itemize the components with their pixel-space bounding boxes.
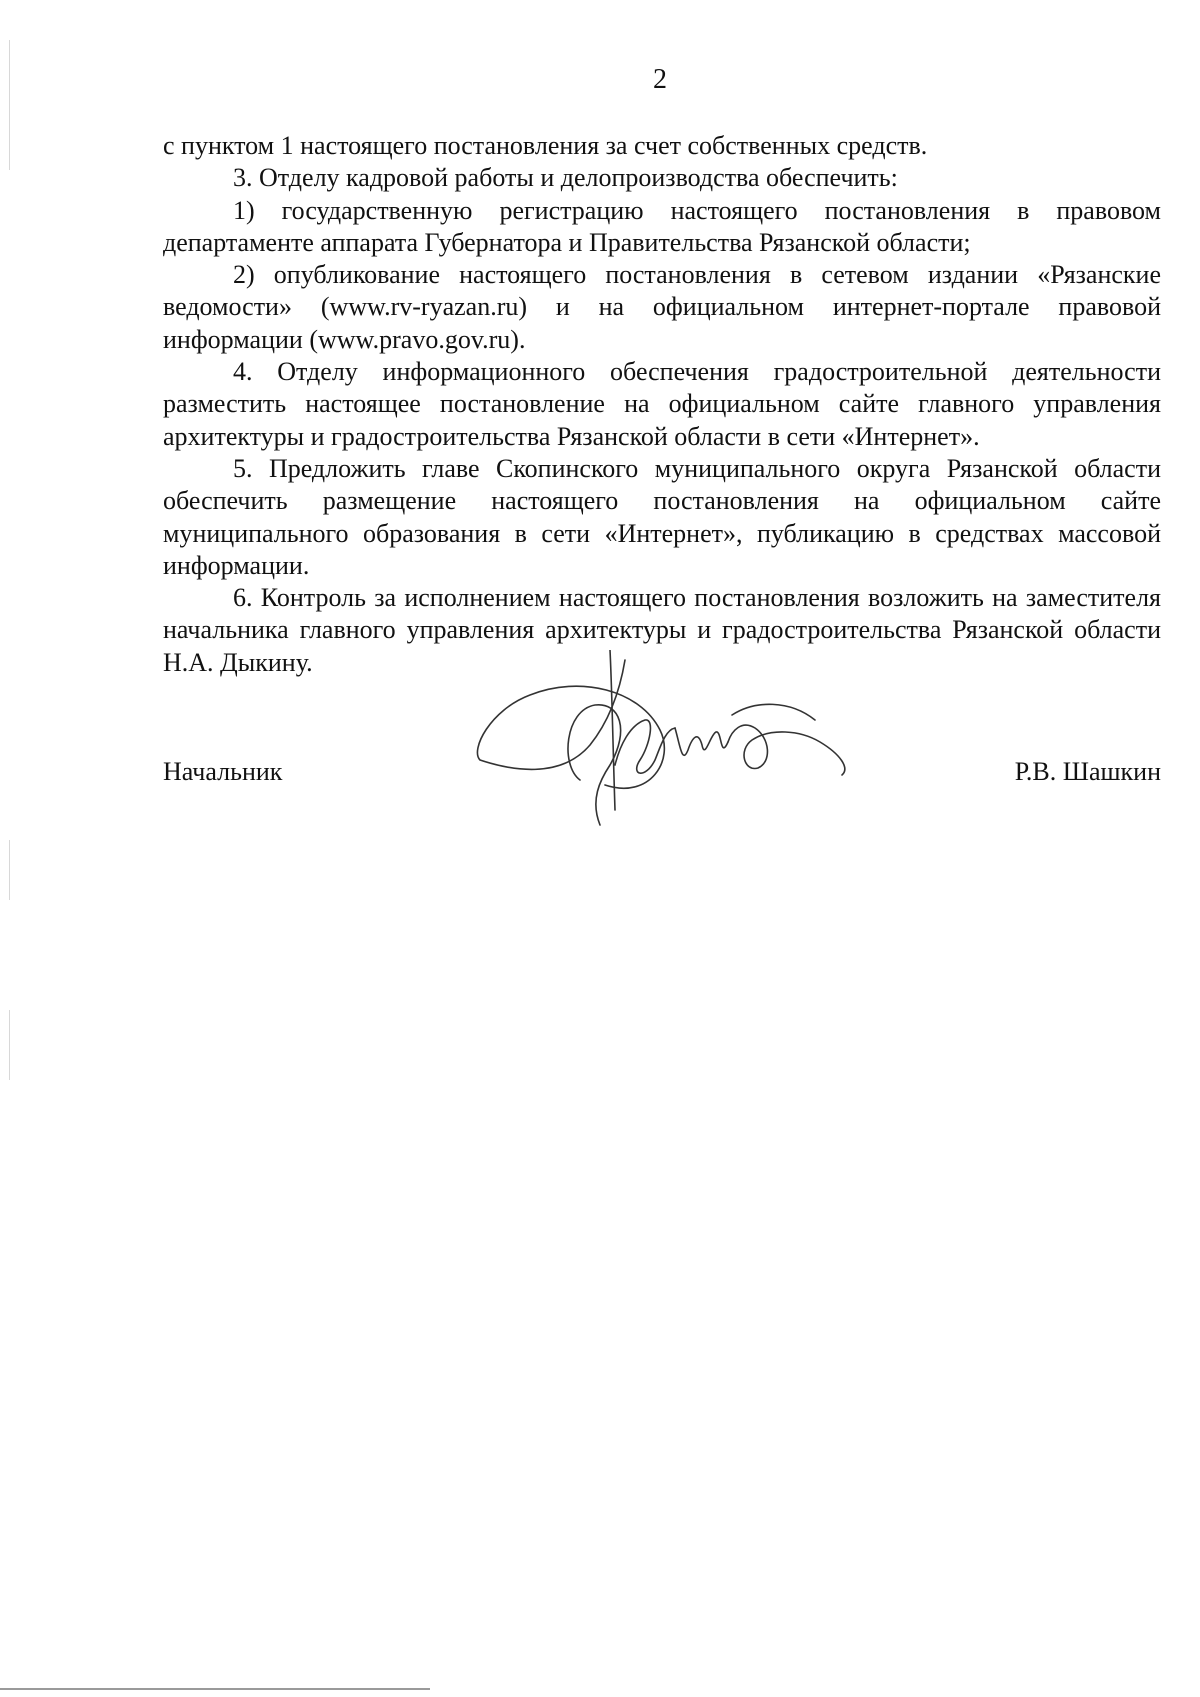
document-body bbox=[163, 130, 1161, 679]
scan-edge-mark bbox=[9, 840, 10, 900]
scan-edge-mark bbox=[9, 40, 10, 170]
paragraph-item-3: 3. Отделу кадровой работы и делопроизводства обеспечить: bbox=[233, 163, 898, 193]
signatory-name: Р.В. Шашкин bbox=[1014, 757, 1161, 786]
paragraph-continuation: с пунктом 1 настоящего постановления за счет собственных средств. bbox=[163, 131, 928, 160]
paragraph-item-5: 5. Предложить главе Скопинского муниципального округа Рязанской области обеспечить размещение настоящего постановления на официальном сайте муниципального образования в сети «Интернет», публикацию в средствах массовой информации. bbox=[163, 453, 1161, 580]
paragraph-item-4: 4. Отделу информационного обеспечения градостроительной деятельности разместить настоящее постановление на официальном сайте главного управления архитектуры и градостроительства Рязанской области в сети «Интернет». bbox=[163, 357, 1161, 451]
page-number: 2 bbox=[653, 64, 667, 95]
handwritten-signature-icon bbox=[470, 650, 890, 870]
paragraph-item-6: 6. Контроль за исполнением настоящего постановления возложить на заместителя начальника главного управления архитектуры и градостроительства Рязанской области Н.А. Дыкину. bbox=[163, 583, 1161, 677]
paragraph-subitem-1: 1) государственную регистрацию настоящего постановления в правовом департаменте аппарата Губернатора и Правительства Рязанской области; bbox=[163, 195, 1161, 257]
scan-edge-mark bbox=[9, 1010, 10, 1080]
paragraph-subitem-2: 2) опубликование настоящего постановления в сетевом издании «Рязанские ведомости» (www.rv-ryazan.ru) и на официальном интернет-портале правовой информации (www.pravo.gov.ru). bbox=[163, 260, 1161, 354]
scan-bottom-line bbox=[0, 1688, 430, 1690]
signatory-title: Начальник bbox=[163, 757, 283, 786]
